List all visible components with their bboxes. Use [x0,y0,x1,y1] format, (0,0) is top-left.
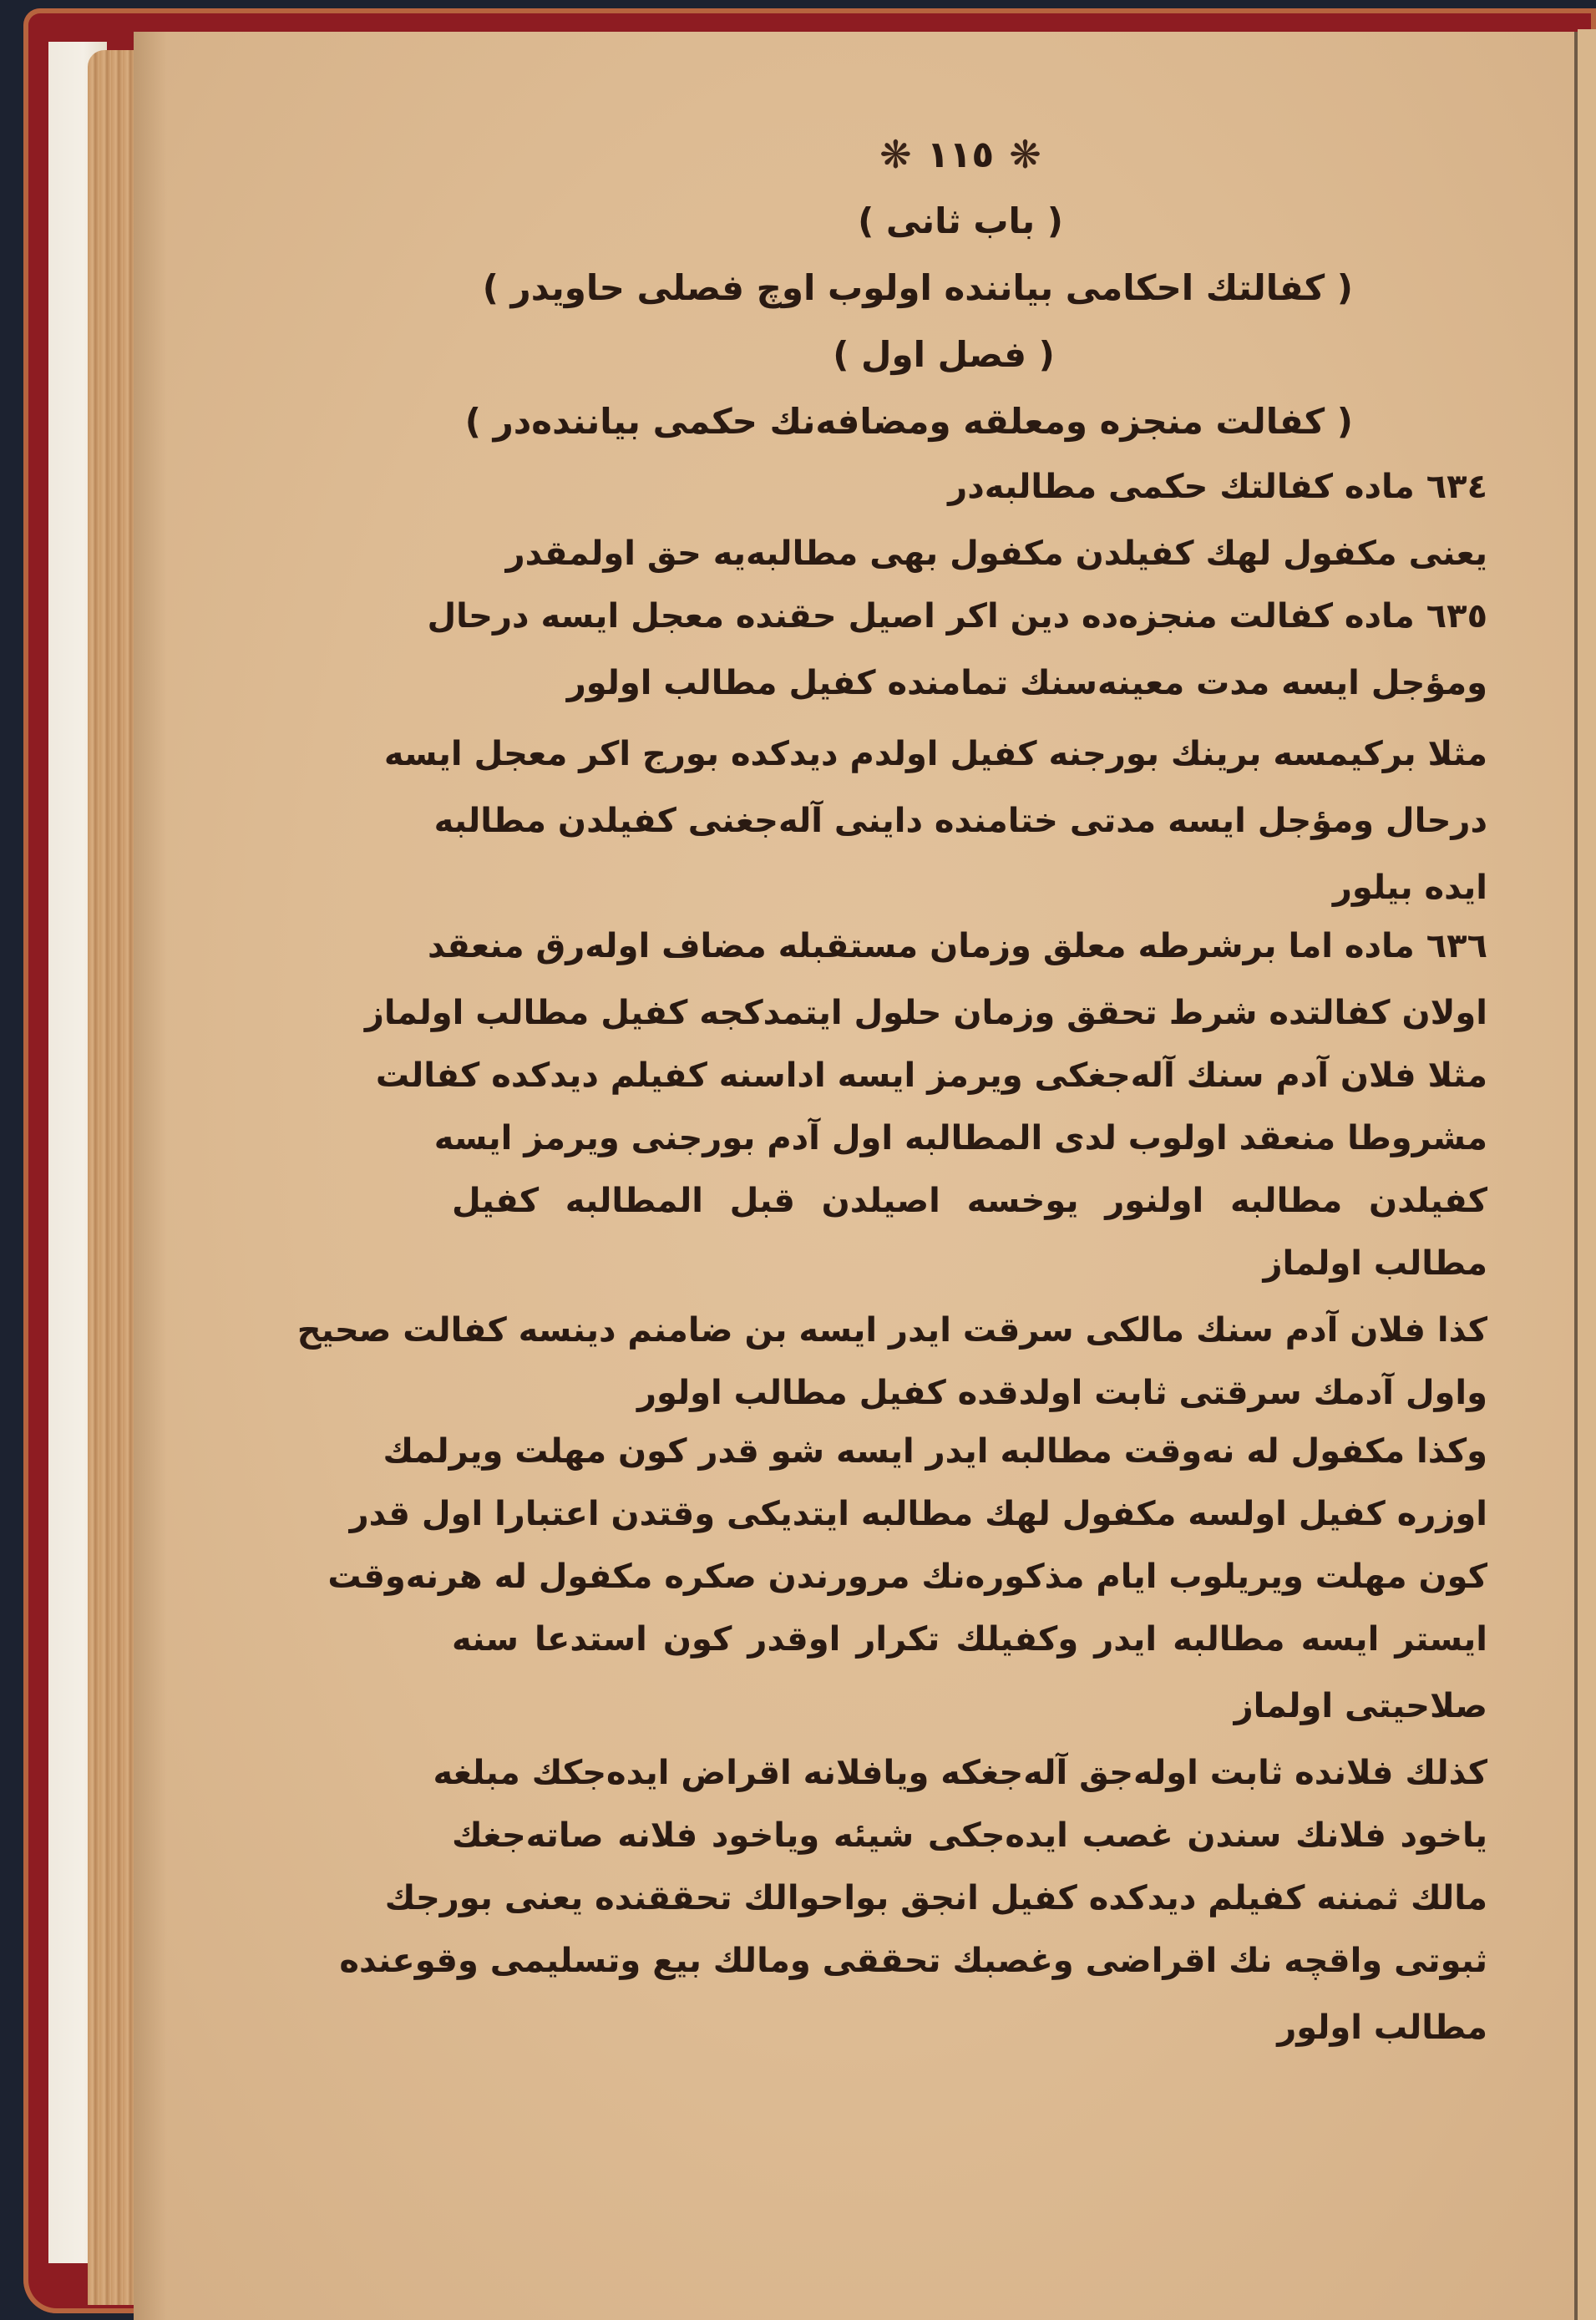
body-line: مطالب اولور [1277,2008,1487,2047]
body-line: وکذا مکفول له نەوقت مطالبه ایدر ایسه شو قدر کون مهلت ویرلمك [383,1432,1487,1471]
page-stack-edges [88,50,138,2305]
body-line: مطالب اولماز [1263,1244,1487,1283]
body-line: مشروطا منعقد اولوب لدی المطالبه اول آدم بورجنی ویرمز ایسه [433,1119,1487,1157]
body-line: کذا فلان آدم سنك مالکی سرقت ایدر ایسه بن ضامنم دینسه کفالت صحیح [296,1311,1487,1350]
article-636-title: ٦٣٦ مادە اما برشرطه معلق وزمان مستقبله مضاف اولەرق منعقد [428,927,1487,965]
body-line: صلاحیتی اولماز [1234,1687,1487,1725]
body-line: ثبوتی واقچه نك اقراضی وغصبك تحققی ومالك بیع وتسلیمی وقوعنده [339,1942,1487,1980]
article-635-title: ٦٣٥ مادە کفالت منجزەدە دین اکر اصیل حقندە معجل ایسه درحال [427,597,1487,636]
ornament-left-icon: ❋ [879,132,912,177]
next-page-edge [1578,29,1596,2320]
gutter-shadow [134,32,167,2320]
section-subtitle: ( کفالت منجزه ومعلقه ومضافەنك حکمی بیانندەدر ) [464,401,1353,442]
body-line: ایدە بیلور [1332,869,1487,907]
body-line: ومؤجل ایسه مدت معینەسنك تمامندە کفیل مطالب اولور [566,664,1487,702]
body-line: مثلا فلان آدم سنك آلەجغکی ویرمز ایسه اداسنه کفیلم دیدکده کفالت [375,1056,1487,1095]
body-line: کون مهلت ویریلوب ایام مذکورەنك مرورندن صکره مکفول له هرنەوقت [327,1558,1487,1596]
body-line: یعنی مکفول لهك کفیلدن مکفول بهی مطالبەیه حق اولمقدر [505,534,1487,573]
body-line: کذلك فلانده ثابت اولەجق آلەجغکه ویافلانه اقراض ایدەجکك مبلغه [433,1754,1487,1792]
body-line: اولان کفالتدە شرط تحقق وزمان حلول ایتمدکجه کفیل مطالب اولماز [364,994,1487,1032]
body-line: اوزره کفیل اولسه مکفول لهك مطالبه ایتدیکی وقتدن اعتبارا اول قدر [349,1495,1487,1533]
body-line: یاخود فلانك سندن غصب ایدەجکی شیئه ویاخود فلانه صاتەجغك [452,1816,1487,1855]
ornament-right-icon: ❋ [1009,132,1041,177]
chapter-subtitle: ( کفالتك احکامی بیانندە اولوب اوچ فصلی حاویدر ) [482,267,1353,308]
chapter-heading: ( باب ثانی ) [858,200,1063,241]
article-634-title: ٦٣٤ مادە کفالتك حکمی مطالبەدر [948,468,1487,506]
section-heading: ( فصل اول ) [833,334,1055,375]
body-line: درحال ومؤجل ایسه مدتی ختامندە داینی آلەجغنی کفیلدن مطالبه [433,802,1487,840]
body-line: مثلا برکیمسه برینك بورجنه کفیل اولدم دیدکده بورج اکر معجل ایسه [383,735,1487,773]
page-header [869,129,1052,180]
body-line: کفیلدن مطالبه اولنور یوخسه اصیلدن قبل المطالبه کفیل [452,1182,1487,1220]
body-line: ایستر ایسه مطالبه ایدر وکفیلك تکرار اوقدر کون استدعا سنه [452,1620,1487,1659]
body-line: واول آدمك سرقتی ثابت اولدقده کفیل مطالب اولور [637,1374,1487,1412]
body-line: مالك ثمننه کفیلم دیدکده کفیل انجق بواحوالك تحققنده یعنی بورجك [384,1879,1487,1917]
page-number: ١١٥ [926,133,995,176]
